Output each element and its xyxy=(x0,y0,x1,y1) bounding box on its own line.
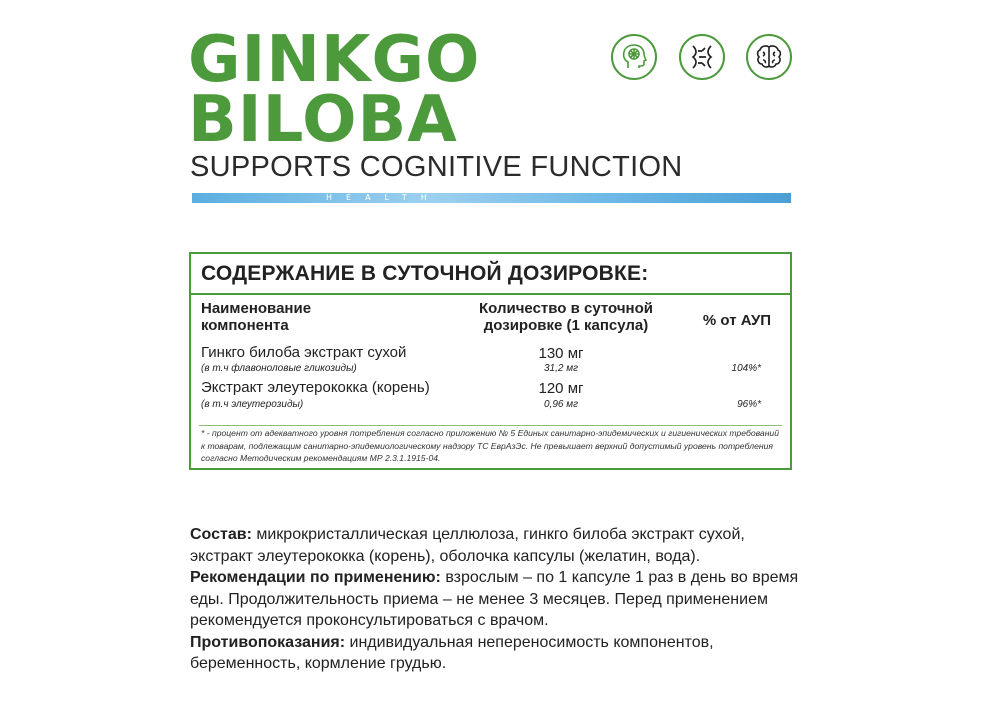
row-1-percent: 104%* xyxy=(731,363,761,374)
composition-label: Состав: xyxy=(190,526,252,543)
panel-footnote: * - процент от адекватного уровня потребления согласно приложению № 5 Единых санитарно-эпидемических и гигиенических требований к товарам, подлежащим санитарно-эпидемиологическому надзору ТС ЕврАзЭс. Не превышает верхний допустимый уровень потребления согласно Методическим рекомендациям МР 2.3.1.1915-04. xyxy=(201,428,779,463)
product-description xyxy=(190,524,810,675)
contraindications-label: Противопоказания: xyxy=(190,633,346,651)
column-header-component: Наименование компонента xyxy=(201,300,312,334)
row-2-percent: 96%* xyxy=(737,399,761,410)
head-brain-icon xyxy=(611,34,657,80)
row-2-amount: 120 мг xyxy=(538,380,584,397)
row-1-amount: 130 мг xyxy=(538,345,584,362)
row-1-name: Гинкго билоба экстракт сухой xyxy=(201,344,407,361)
product-title-line1: GINKGO xyxy=(188,23,481,97)
footnote-divider xyxy=(199,425,782,426)
usage-paragraph xyxy=(190,567,810,632)
panel-divider xyxy=(191,293,790,295)
decorative-stripe xyxy=(192,193,791,203)
usage-label: Рекомендации по применению: xyxy=(190,569,441,586)
row-2-amount-note: 0,96 мг xyxy=(543,399,579,410)
row-2-name: Экстракт элеутерококка (корень) xyxy=(201,379,430,396)
brain-icon xyxy=(746,34,792,80)
usage-text: взрослым – по 1 капсуле 1 раз в день во время еды. Продолжительность приема – не менее 3 месяцев. Перед применением рекомендуется проконсультироваться с врачом. xyxy=(190,569,799,629)
composition-paragraph xyxy=(190,524,810,567)
row-1-note: (в т.ч флавоноловые гликозиды) xyxy=(201,363,357,374)
composition-text: микрокристаллическая целлюлоза, гинкго билоба экстракт сухой, экстракт элеутерококка (корень), оболочка капсулы (желатин, вода). xyxy=(190,526,745,565)
product-title-line2: BILOBA xyxy=(188,83,458,157)
nerves-icon xyxy=(679,34,725,80)
row-2-note: (в т.ч элеутерозиды) xyxy=(201,399,304,410)
product-subtitle: SUPPORTS COGNITIVE FUNCTION xyxy=(190,151,683,183)
contraindications-text: индивидуальная непереносимость компонентов, беременность, кормление грудью. xyxy=(190,633,714,672)
contraindications-paragraph xyxy=(190,632,810,675)
stripe-label: HEALTH xyxy=(326,193,441,202)
column-header-percent: % от АУП xyxy=(702,312,772,329)
column-header-amount: Количество в суточной дозировке (1 капсула) xyxy=(479,300,653,334)
panel-title: СОДЕРЖАНИЕ В СУТОЧНОЙ ДОЗИРОВКЕ: xyxy=(201,262,649,285)
nutrition-panel xyxy=(189,252,792,470)
row-1-amount-note: 31,2 мг xyxy=(543,363,579,374)
